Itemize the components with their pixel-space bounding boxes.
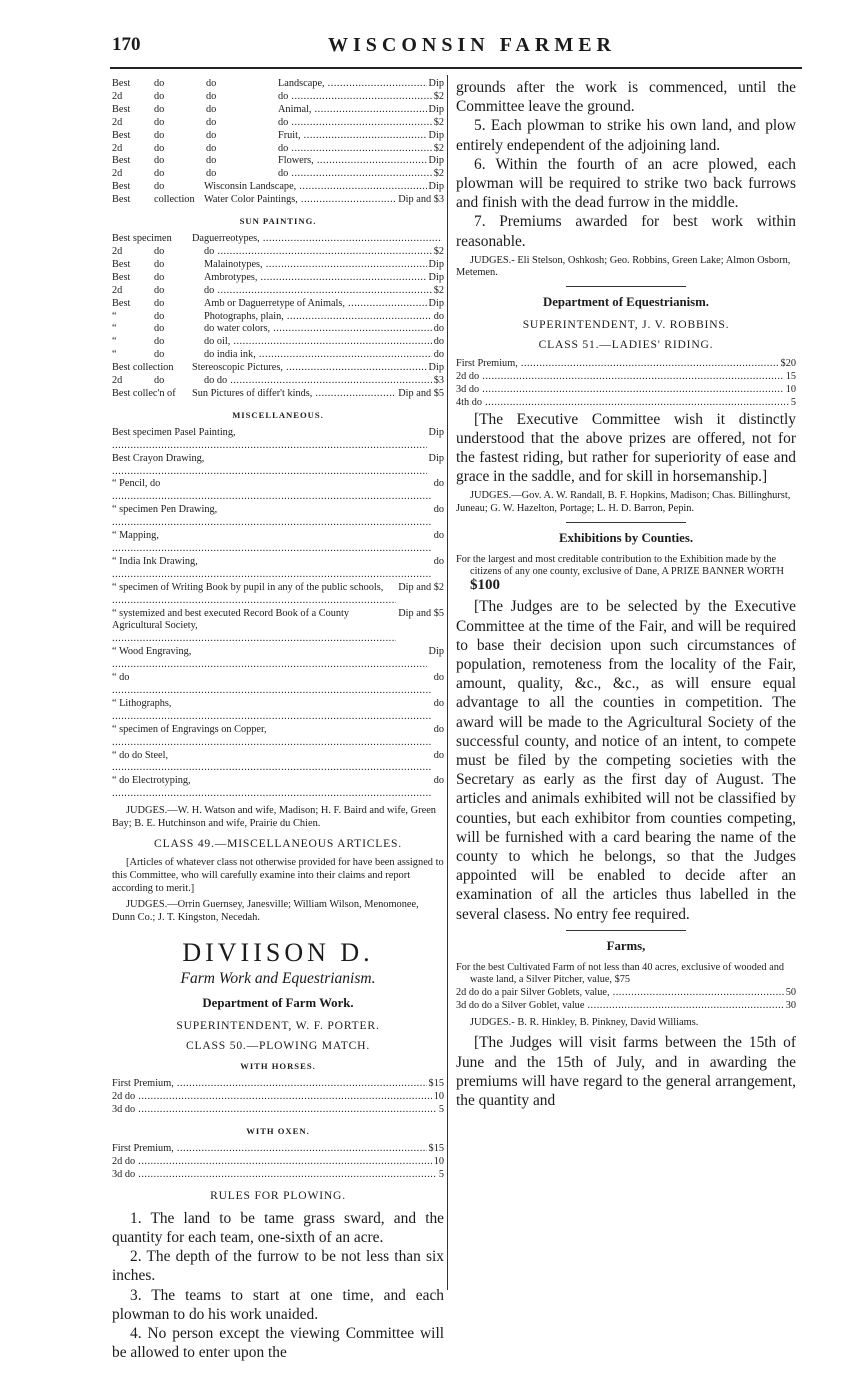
row-cell: do ..... bbox=[278, 168, 432, 181]
row-cell: do bbox=[154, 349, 165, 361]
row-value: do bbox=[433, 749, 444, 761]
row-value: Dip and $3 bbox=[398, 194, 444, 206]
row-cell: Best bbox=[112, 78, 131, 89]
right-column bbox=[456, 78, 796, 1110]
row-cell: do bbox=[154, 245, 165, 257]
farms-note bbox=[456, 1033, 796, 1110]
row-cell: do bbox=[206, 90, 217, 102]
rule-text: 4. No person except the viewing Committee will be allowed to enter upon the bbox=[112, 1324, 444, 1362]
row-label: Best Crayon Drawing, ..... bbox=[112, 453, 427, 479]
row-value: $15 bbox=[428, 1143, 444, 1154]
list-row bbox=[112, 117, 444, 130]
row-value: Dip bbox=[428, 452, 444, 464]
class-51-heading: CLASS 51.—LADIES' RIDING. bbox=[538, 338, 714, 352]
list-row bbox=[112, 272, 444, 285]
row-cell: 2d do do a pair Silver Goblets, value, ..... bbox=[456, 987, 784, 1000]
row-cell: Malainotypes, ..... bbox=[204, 259, 427, 272]
horses-heading: WITH HORSES. bbox=[240, 1061, 316, 1072]
row-label: “ Wood Engraving, ..... bbox=[112, 646, 427, 672]
judges-text: JUDGES.—Gov. A. W. Randall, B. F. Hopkins, Madison; Chas. Billinghurst, Juneau; G. W. Hazelton, Portage; L. H. D. Barron, Pepin. bbox=[456, 490, 791, 515]
row-value: do bbox=[433, 555, 444, 567]
row-cell: Daguerreotypes, ..... bbox=[192, 233, 442, 246]
row-label: “ do ..... bbox=[112, 672, 432, 698]
row-cell: 3d do do a Silver Goblet, value ..... bbox=[456, 1000, 784, 1013]
row-cell: do bbox=[154, 310, 165, 322]
rules-continued bbox=[456, 78, 796, 251]
row-value: do bbox=[433, 530, 444, 542]
row-label: “ do Electrotyping, ..... bbox=[112, 775, 432, 801]
row-label: “ Pencil, do ..... bbox=[112, 478, 432, 504]
row-value: do bbox=[433, 310, 444, 322]
list-row bbox=[112, 311, 444, 324]
row-value: Dip bbox=[428, 271, 444, 283]
row-label: “ specimen of Writing Book by pupil in any of the public schools, ..... bbox=[112, 582, 396, 608]
list-row bbox=[112, 168, 444, 181]
row-cell: Stereoscopic Pictures, ..... bbox=[192, 362, 427, 375]
row-value: do bbox=[433, 723, 444, 735]
row-cell: do bbox=[206, 129, 217, 141]
farms-premium-list bbox=[456, 987, 796, 1013]
list-row bbox=[112, 1143, 444, 1156]
row-value: 10 bbox=[433, 1155, 444, 1167]
rules-heading: RULES FOR PLOWING. bbox=[210, 1188, 346, 1202]
rule-text: 5. Each plowman to strike his own land, and plow entirely endependent of the adjoining land. bbox=[456, 117, 796, 154]
row-cell: do ..... bbox=[278, 143, 432, 156]
list-row bbox=[112, 646, 444, 672]
list-row bbox=[456, 371, 796, 384]
list-row bbox=[456, 384, 796, 397]
left-column bbox=[112, 78, 444, 1362]
list-row bbox=[112, 608, 444, 647]
exhibition-prize bbox=[456, 554, 796, 594]
misc-heading: MISCELLANEOUS. bbox=[232, 409, 324, 420]
row-cell: 2d do ..... bbox=[112, 1156, 432, 1169]
dept-farm-heading: Department of Farm Work. bbox=[202, 996, 354, 1011]
row-value: do bbox=[433, 504, 444, 516]
row-cell: do ..... bbox=[204, 246, 432, 259]
row-cell: do bbox=[206, 116, 217, 128]
row-value: Dip bbox=[428, 78, 444, 89]
rule-text: 7. Premiums awarded for best work within reasonable. bbox=[456, 213, 796, 250]
section-rule bbox=[566, 522, 686, 523]
list-row bbox=[456, 1000, 796, 1013]
row-cell: Best collec'n of bbox=[112, 387, 176, 399]
row-value: 5 bbox=[438, 1104, 444, 1116]
row-cell: Sun Pictures of differ't kinds, ..... bbox=[192, 388, 396, 401]
row-label: “ Lithographs, ..... bbox=[112, 698, 432, 724]
row-cell: do bbox=[154, 258, 165, 270]
judges-text: JUDGES.- B. R. Hinkley, B. Pinkney, David Williams. bbox=[470, 1016, 699, 1028]
row-cell: do bbox=[154, 297, 165, 309]
horses-premium-list bbox=[112, 1078, 444, 1117]
list-row bbox=[112, 194, 444, 207]
division-title: DIVIISON D. bbox=[182, 938, 374, 968]
exhibition-prize-amount: $100 bbox=[470, 576, 500, 593]
column-divider bbox=[447, 75, 448, 1290]
row-cell: do oil, ..... bbox=[204, 336, 432, 349]
row-cell: Amb or Daguerretype of Animals, ..... bbox=[204, 298, 427, 311]
section-rule bbox=[566, 286, 686, 287]
row-value: $15 bbox=[428, 1078, 444, 1090]
rules-list bbox=[112, 1209, 444, 1363]
header-rule bbox=[110, 67, 802, 69]
row-cell: do bbox=[154, 181, 165, 193]
row-cell: do bbox=[154, 336, 165, 348]
running-title: WISCONSIN FARMER bbox=[328, 34, 616, 56]
row-label: “ do do Steel, ..... bbox=[112, 750, 432, 776]
oxen-heading: WITH OXEN. bbox=[246, 1126, 310, 1136]
rule-text: 6. Within the fourth of an acre plowed, each plowman will be required to strike two back furrows and finish with the dead furrow in the middle. bbox=[456, 155, 796, 212]
sun-painting-heading: SUN PAINTING. bbox=[239, 216, 317, 227]
row-cell: do bbox=[206, 103, 217, 115]
row-value: $2 bbox=[433, 142, 444, 154]
row-value: Dip bbox=[428, 297, 444, 309]
list-row bbox=[112, 246, 444, 259]
row-value: $20 bbox=[780, 358, 796, 370]
row-cell: “ bbox=[112, 323, 117, 335]
row-cell: Best specimen bbox=[112, 233, 172, 245]
row-cell: “ bbox=[112, 336, 117, 348]
riding-note bbox=[456, 410, 796, 487]
row-value: do bbox=[433, 349, 444, 361]
painting-list bbox=[112, 78, 444, 207]
row-cell: 2d bbox=[112, 116, 123, 128]
row-value: 5 bbox=[438, 1168, 444, 1180]
farms-prize-amount: $75 bbox=[614, 974, 631, 986]
list-row bbox=[112, 1169, 444, 1182]
list-row bbox=[112, 259, 444, 272]
row-label: “ Mapping, ..... bbox=[112, 530, 432, 556]
row-cell: 2d do ..... bbox=[456, 371, 784, 384]
row-value: $2 bbox=[433, 284, 444, 296]
row-value: Dip and $5 bbox=[398, 607, 444, 619]
exhibition-text bbox=[456, 597, 796, 923]
row-cell: Best bbox=[112, 129, 131, 141]
row-cell: do bbox=[154, 116, 165, 128]
row-cell: Best bbox=[112, 271, 131, 283]
judges-text: JUDGES.—W. H. Watson and wife, Madison; H. F. Baird and wife, Green Bay; B. E. Hutchinson and wife, Prairie du Chien. bbox=[112, 805, 437, 829]
row-cell: “ bbox=[112, 310, 117, 322]
riding-premium-list bbox=[456, 358, 796, 410]
row-value: Dip and $2 bbox=[398, 581, 444, 593]
list-row bbox=[112, 724, 444, 750]
list-row bbox=[112, 388, 444, 401]
page-header bbox=[112, 34, 802, 64]
row-cell: Best bbox=[112, 258, 131, 270]
misc-list bbox=[112, 427, 444, 801]
list-row bbox=[456, 397, 796, 410]
list-row bbox=[112, 78, 444, 91]
row-cell: do bbox=[206, 78, 217, 89]
row-cell: do bbox=[154, 284, 165, 296]
list-row bbox=[112, 104, 444, 117]
row-value: 50 bbox=[785, 987, 796, 999]
farms-prize-text: For the best Cultivated Farm of not less than 40 acres, exclusive of wooded and waste land, a Silver Pitcher, value, bbox=[456, 961, 784, 986]
row-cell: 2d bbox=[112, 90, 123, 102]
row-value: $3 bbox=[433, 375, 444, 387]
row-value: $2 bbox=[433, 116, 444, 128]
row-cell: 3d do ..... bbox=[112, 1104, 437, 1117]
exhibitions-heading: Exhibitions by Counties. bbox=[558, 530, 694, 545]
page-number: 170 bbox=[112, 34, 141, 55]
exhibition-paragraph: [The Judges are to be selected by the Executive Committee at the time of the Fair, and will be required to base their decision upon such circumstances of population, remoteness from the locality of the Fair, amount, quality, &c., &c., as will ensure equal advantage to all the counties in competition. The award will be made to the Agricultural Society of the successful county, and notice of an intent, to compete must be filed by the competing societies with the Secretary as early as the first day of August. The articles and animals exhibited will not be classified by counties, but each exhibitor from counties competing, will be furnished with a card bearing the name of the county to which he belongs, so that the Judges appointed will be enabled to decide after an examination of all the articles thus labelled in the several clasess. No entry fee required. bbox=[456, 598, 796, 923]
row-value: Dip bbox=[428, 258, 444, 270]
class-49-text: [Articles of whatever class not otherwise provided for have been assigned to this Committee, who will carefully examine into their claims and report according to merit.] bbox=[112, 857, 444, 894]
row-cell: 3d do ..... bbox=[112, 1169, 437, 1182]
row-value: $2 bbox=[433, 90, 444, 102]
row-value: do bbox=[433, 775, 444, 787]
row-value: 10 bbox=[785, 383, 796, 395]
list-row bbox=[112, 233, 444, 246]
list-row bbox=[112, 91, 444, 104]
list-row bbox=[456, 987, 796, 1000]
list-row bbox=[112, 323, 444, 336]
list-row bbox=[112, 1091, 444, 1104]
superintendent-line: SUPERINTENDENT, J. V. ROBBINS. bbox=[522, 318, 730, 332]
list-row bbox=[112, 582, 444, 608]
list-row bbox=[112, 1104, 444, 1117]
superintendent-line: SUPERINTENDENT, W. F. PORTER. bbox=[176, 1019, 380, 1033]
row-cell: Animal, ..... bbox=[278, 104, 427, 117]
riding-note-text: [The Executive Committee wish it distinctly understood that the above prizes are offered, not for the fastest riding, but rather for superiority of ease and grace in the saddle, and for skill in horsemanship.] bbox=[456, 410, 796, 486]
row-value: do bbox=[433, 336, 444, 348]
row-cell: do do ..... bbox=[204, 375, 432, 388]
row-cell: Wisconsin Landscape, ..... bbox=[204, 181, 427, 194]
row-cell: 2d bbox=[112, 245, 123, 257]
list-row bbox=[112, 750, 444, 776]
row-value: $2 bbox=[433, 168, 444, 180]
list-row bbox=[112, 427, 444, 453]
row-cell: do bbox=[206, 155, 217, 167]
rule-text: grounds after the work is commenced, until the Committee leave the ground. bbox=[456, 79, 796, 116]
row-cell: do ..... bbox=[278, 91, 432, 104]
row-label: “ systemized and best executed Record Book of a County Agricultural Society, ..... bbox=[112, 608, 396, 647]
row-value: do bbox=[433, 697, 444, 709]
row-cell: Best bbox=[112, 103, 131, 115]
row-label: Best specimen Pasel Painting, ..... bbox=[112, 427, 427, 453]
list-row bbox=[112, 336, 444, 349]
row-cell: First Premium, ..... bbox=[112, 1143, 427, 1156]
judges-text: JUDGES.- Eli Stelson, Oshkosh; Geo. Robbins, Green Lake; Almon Osborn, Metemen. bbox=[456, 254, 791, 279]
row-cell: 4th do ..... bbox=[456, 397, 789, 410]
row-cell: do bbox=[206, 142, 217, 154]
row-cell: collection bbox=[154, 194, 195, 206]
row-value: 30 bbox=[785, 999, 796, 1011]
row-cell: do bbox=[154, 271, 165, 283]
row-value: Dip bbox=[428, 155, 444, 167]
row-value: Dip and $5 bbox=[398, 387, 444, 399]
row-cell: Best bbox=[112, 194, 131, 206]
row-cell: do bbox=[154, 78, 165, 89]
row-value: Dip bbox=[428, 103, 444, 115]
row-cell: Fruit, ..... bbox=[278, 130, 427, 143]
row-value: do bbox=[433, 478, 444, 490]
exhibition-prize-text: For the largest and most creditable contribution to the Exhibition made by the citizens of any one county, exclusive of Dane, A PRIZE BANNER WORTH bbox=[456, 553, 784, 578]
row-cell: 2d bbox=[112, 142, 123, 154]
row-cell: Best bbox=[112, 181, 131, 193]
list-row bbox=[112, 1078, 444, 1091]
row-cell: do water colors, ..... bbox=[204, 323, 432, 336]
row-cell: Flowers, ..... bbox=[278, 155, 427, 168]
row-value: 5 bbox=[790, 396, 796, 408]
list-row bbox=[456, 358, 796, 371]
row-cell: do bbox=[154, 90, 165, 102]
farms-prize bbox=[456, 962, 796, 987]
list-row bbox=[112, 155, 444, 168]
list-row bbox=[112, 1156, 444, 1169]
row-value: do bbox=[433, 323, 444, 335]
class-49-heading: CLASS 49.—MISCELLANEOUS ARTICLES. bbox=[154, 837, 402, 851]
row-cell: 2d bbox=[112, 284, 123, 296]
row-cell: 2d bbox=[112, 168, 123, 180]
list-row bbox=[112, 375, 444, 388]
row-label: “ specimen Pen Drawing, ..... bbox=[112, 504, 432, 530]
row-value: Dip bbox=[428, 181, 444, 193]
list-row bbox=[112, 504, 444, 530]
list-row bbox=[112, 349, 444, 362]
row-cell: Ambrotypes, ..... bbox=[204, 272, 427, 285]
division-subtitle: Farm Work and Equestrianism. bbox=[180, 970, 376, 988]
list-row bbox=[112, 530, 444, 556]
list-row bbox=[112, 143, 444, 156]
row-cell: Best bbox=[112, 155, 131, 167]
rule-text: 3. The teams to start at one time, and each plowman to do his work unaided. bbox=[112, 1286, 444, 1323]
rule-text: 1. The land to be tame grass sward, and the quantity for each team, one-sixth of an acre. bbox=[112, 1209, 444, 1246]
row-cell: do bbox=[154, 142, 165, 154]
row-value: Dip bbox=[428, 646, 444, 658]
dept-equestrian-heading: Department of Equestrianism. bbox=[543, 295, 709, 310]
row-value: 10 bbox=[433, 1091, 444, 1103]
list-row bbox=[112, 362, 444, 375]
row-value: Dip bbox=[428, 426, 444, 438]
row-cell: 3d do ..... bbox=[456, 384, 784, 397]
list-row bbox=[112, 698, 444, 724]
row-cell: do bbox=[154, 129, 165, 141]
sun-painting-list bbox=[112, 233, 444, 401]
list-row bbox=[112, 181, 444, 194]
class-50-heading: CLASS 50.—PLOWING MATCH. bbox=[185, 1039, 371, 1053]
list-row bbox=[112, 478, 444, 504]
list-row bbox=[112, 453, 444, 479]
row-cell: do bbox=[154, 375, 165, 387]
farms-note-text: [The Judges will visit farms between the 15th of June and the 15th of July, and in awarding the premiums will have regard to the general arrangement, the quantity and bbox=[456, 1034, 796, 1110]
row-cell: do bbox=[154, 323, 165, 335]
row-label: “ India Ink Drawing, ..... bbox=[112, 556, 432, 582]
row-cell: Landscape, ..... bbox=[278, 78, 427, 91]
row-cell: Best collection bbox=[112, 362, 174, 374]
row-value: 15 bbox=[785, 370, 796, 382]
row-cell: 2d bbox=[112, 375, 123, 387]
row-cell: do bbox=[206, 168, 217, 180]
section-rule bbox=[566, 930, 686, 931]
row-cell: 2d do ..... bbox=[112, 1091, 432, 1104]
oxen-premium-list bbox=[112, 1143, 444, 1182]
row-cell: do india ink, ..... bbox=[204, 349, 432, 362]
list-row bbox=[112, 130, 444, 143]
row-cell: do bbox=[154, 155, 165, 167]
list-row bbox=[112, 556, 444, 582]
row-value: do bbox=[433, 672, 444, 684]
row-label: “ specimen of Engravings on Copper, ..... bbox=[112, 724, 432, 750]
row-cell: do ..... bbox=[204, 285, 432, 298]
rule-text: 2. The depth of the furrow to be not less than six inches. bbox=[112, 1248, 444, 1285]
row-cell: do bbox=[154, 103, 165, 115]
list-row bbox=[112, 285, 444, 298]
row-cell: do bbox=[154, 168, 165, 180]
row-cell: Best bbox=[112, 297, 131, 309]
row-value: Dip bbox=[428, 129, 444, 141]
list-row bbox=[112, 672, 444, 698]
row-cell: “ bbox=[112, 349, 117, 361]
row-cell: Water Color Paintings, ..... bbox=[204, 194, 396, 207]
row-cell: First Premium, ..... bbox=[456, 358, 779, 371]
row-value: Dip bbox=[428, 362, 444, 374]
row-cell: First Premium, ..... bbox=[112, 1078, 427, 1091]
list-row bbox=[112, 298, 444, 311]
row-value: $2 bbox=[433, 245, 444, 257]
row-cell: Photographs, plain, ..... bbox=[204, 311, 432, 324]
list-row bbox=[112, 775, 444, 801]
judges-text: JUDGES.—Orrin Guernsey, Janesville; William Wilson, Menomonee, Dunn Co.; J. T. Kingston, Necedah. bbox=[112, 899, 419, 923]
row-cell: do ..... bbox=[278, 117, 432, 130]
farms-heading: Farms, bbox=[606, 938, 646, 953]
